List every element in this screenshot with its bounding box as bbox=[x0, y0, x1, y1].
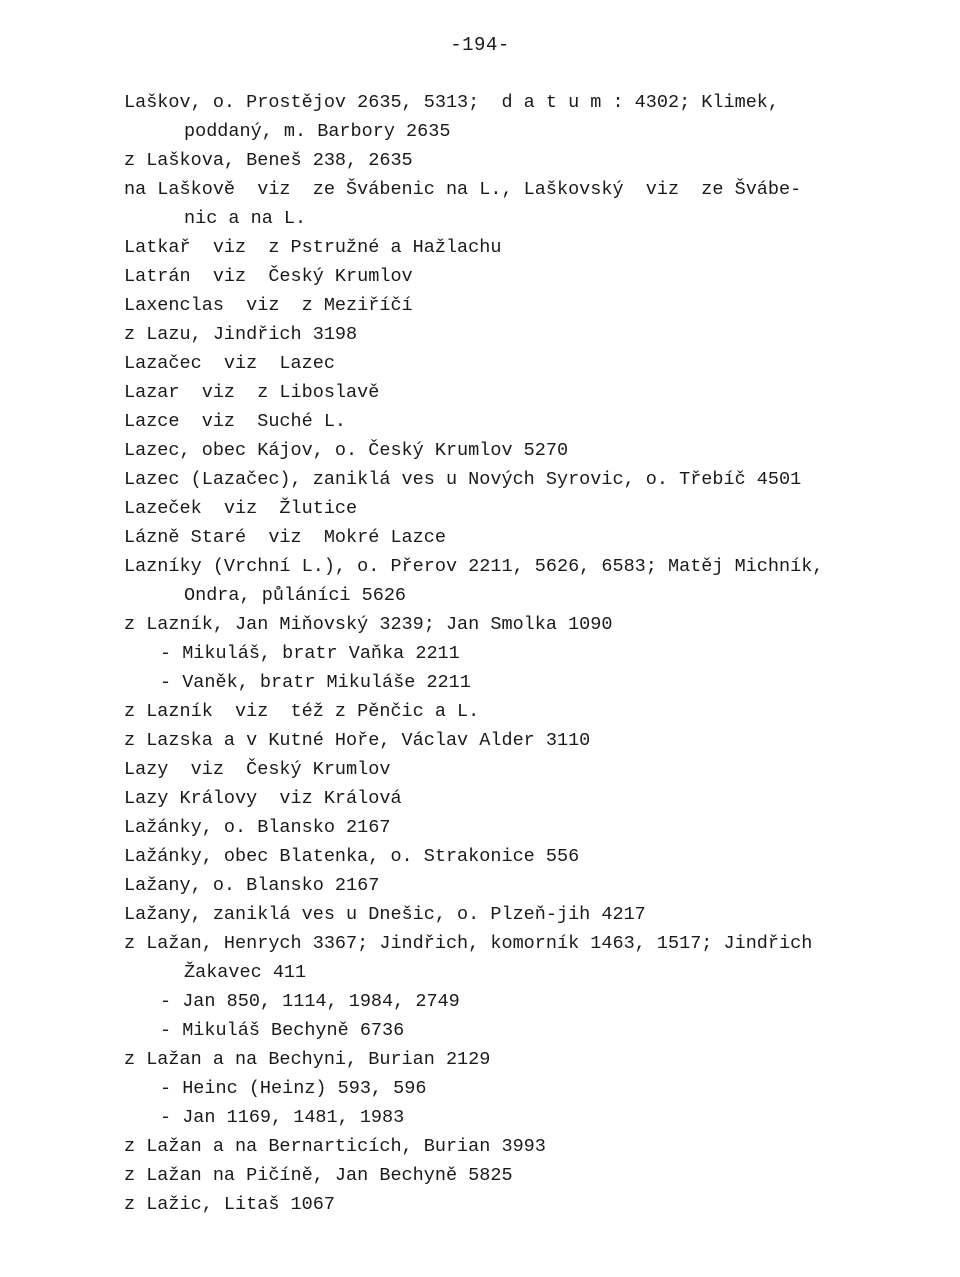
index-entry: z Lazska a v Kutné Hoře, Václav Alder 3110 bbox=[124, 730, 591, 751]
index-subentry: - Mikuláš, bratr Vaňka 2211 bbox=[160, 643, 460, 664]
index-subentry: - Heinc (Heinz) 593, 596 bbox=[160, 1078, 427, 1099]
index-entry: Lazy viz Český Krumlov bbox=[124, 759, 391, 780]
index-entry: Lažánky, o. Blansko 2167 bbox=[124, 817, 391, 838]
index-subentry: - Jan 850, 1114, 1984, 2749 bbox=[160, 991, 460, 1012]
index-entry: z Lažan, Henrych 3367; Jindřich, komorník 1463, 1517; Jindřich bbox=[124, 933, 813, 954]
index-entry: z Lažan na Pičíně, Jan Bechyně 5825 bbox=[124, 1165, 513, 1186]
index-entry: z Lažic, Litaš 1067 bbox=[124, 1194, 335, 1215]
index-entry: Lazníky (Vrchní L.), o. Přerov 2211, 5626, 6583; Matěj Michník, bbox=[124, 556, 824, 577]
index-entry-list bbox=[124, 88, 924, 1219]
index-entry: z Laškova, Beneš 238, 2635 bbox=[124, 150, 413, 171]
index-entry: z Lazník viz též z Pěnčic a L. bbox=[124, 701, 480, 722]
index-entry: Lazec (Lazačec), zaniklá ves u Nových Syrovic, o. Třebíč 4501 bbox=[124, 469, 802, 490]
index-subentry: - Vaněk, bratr Mikuláše 2211 bbox=[160, 672, 471, 693]
index-entry: Lažany, o. Blansko 2167 bbox=[124, 875, 380, 896]
index-entry: Lažánky, obec Blatenka, o. Strakonice 556 bbox=[124, 846, 580, 867]
page-number: -194- bbox=[450, 34, 510, 56]
index-entry: z Lazu, Jindřich 3198 bbox=[124, 324, 358, 345]
index-entry: Laxenclas viz z Meziříčí bbox=[124, 295, 413, 316]
index-entry: z Lažan a na Bernarticích, Burian 3993 bbox=[124, 1136, 546, 1157]
index-subentry: - Jan 1169, 1481, 1983 bbox=[160, 1107, 405, 1128]
index-entry-continuation: Žakavec 411 bbox=[184, 962, 307, 983]
index-entry-continuation: poddaný, m. Barbory 2635 bbox=[184, 121, 451, 142]
index-entry-continuation: Ondra, půláníci 5626 bbox=[184, 585, 407, 606]
index-entry: Laškov, o. Prostějov 2635, 5313; d a t u m : 4302; Klimek, bbox=[124, 92, 780, 113]
index-entry: Lazačec viz Lazec bbox=[124, 353, 335, 374]
index-entry: Latrán viz Český Krumlov bbox=[124, 266, 413, 287]
index-entry: z Lažan a na Bechyni, Burian 2129 bbox=[124, 1049, 491, 1070]
index-entry: Latkař viz z Pstružné a Hažlachu bbox=[124, 237, 502, 258]
index-entry: Lažany, zaniklá ves u Dnešic, o. Plzeň-jih 4217 bbox=[124, 904, 646, 925]
index-entry: z Lazník, Jan Miňovský 3239; Jan Smolka 1090 bbox=[124, 614, 613, 635]
index-entry: Lazar viz z Liboslavě bbox=[124, 382, 380, 403]
index-entry: Lazec, obec Kájov, o. Český Krumlov 5270 bbox=[124, 440, 569, 461]
index-entry-continuation: nic a na L. bbox=[184, 208, 307, 229]
index-entry: Lázně Staré viz Mokré Lazce bbox=[124, 527, 446, 548]
index-entry: Lazce viz Suché L. bbox=[124, 411, 347, 432]
index-entry: Lazy Královy viz Králová bbox=[124, 788, 402, 809]
index-entry: Lazeček viz Žlutice bbox=[124, 498, 358, 519]
index-subentry: - Mikuláš Bechyně 6736 bbox=[160, 1020, 405, 1041]
index-entry: na Laškově viz ze Švábenic na L., Laškovský viz ze Švábe- bbox=[124, 179, 802, 200]
